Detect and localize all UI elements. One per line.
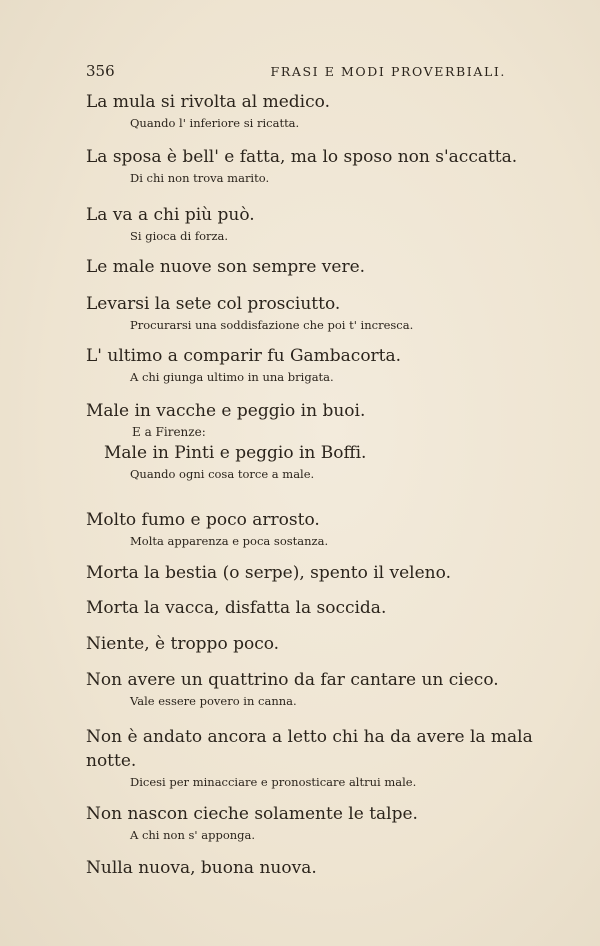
page-number: 356 bbox=[86, 62, 115, 80]
proverb-gloss: Quando l' inferiore si ricatta. bbox=[130, 116, 300, 130]
proverb-entry bbox=[86, 90, 536, 132]
proverb-entry bbox=[86, 203, 536, 245]
proverb-entry bbox=[86, 856, 536, 880]
proverb-entry bbox=[86, 561, 536, 585]
proverb-entry bbox=[86, 632, 536, 656]
proverb-note: E a Firenze: bbox=[132, 425, 206, 439]
proverb-entry bbox=[86, 596, 536, 620]
proverb-entry bbox=[86, 399, 536, 483]
proverb-text: Molto fumo e poco arrosto. bbox=[86, 510, 320, 530]
proverb-text: Levarsi la sete col prosciutto. bbox=[86, 294, 341, 314]
proverb-variant: Male in Pinti e peggio in Boffi. bbox=[104, 443, 367, 463]
proverb-text: Male in vacche e peggio in buoi. bbox=[86, 401, 366, 421]
proverb-text: Non avere un quattrino da far cantare un cieco. bbox=[86, 670, 499, 690]
proverb-entry bbox=[86, 668, 536, 710]
proverb-text: Non nascon cieche solamente le talpe. bbox=[86, 804, 418, 824]
proverb-entry bbox=[86, 255, 536, 279]
proverb-text: Le male nuove son sempre vere. bbox=[86, 257, 366, 277]
proverb-text: La sposa è bell' e fatta, ma lo sposo non s'accatta. bbox=[86, 147, 518, 167]
proverb-gloss: Molta apparenza e poca sostanza. bbox=[130, 534, 329, 548]
proverb-entry bbox=[86, 725, 536, 791]
proverb-entry bbox=[86, 344, 536, 386]
proverb-text: L' ultimo a comparir fu Gambacorta. bbox=[86, 346, 402, 366]
proverb-gloss: Di chi non trova marito. bbox=[130, 171, 270, 185]
proverb-entry bbox=[86, 508, 536, 550]
proverb-gloss: Dicesi per minacciare e pronosticare altrui male. bbox=[130, 775, 417, 789]
proverb-text: Morta la bestia (o serpe), spento il veleno. bbox=[86, 563, 451, 583]
proverb-gloss: Si gioca di forza. bbox=[130, 229, 229, 243]
proverb-entry bbox=[86, 292, 536, 334]
proverb-text: Morta la vacca, disfatta la soccida. bbox=[86, 598, 387, 618]
proverb-text: Nulla nuova, buona nuova. bbox=[86, 858, 317, 878]
proverb-gloss: Procurarsi una soddisfazione che poi t' incresca. bbox=[130, 318, 414, 332]
proverb-gloss: A chi giunga ultimo in una brigata. bbox=[130, 370, 334, 384]
proverb-gloss: A chi non s' apponga. bbox=[130, 828, 256, 842]
page-header bbox=[86, 62, 506, 84]
proverb-gloss: Quando ogni cosa torce a male. bbox=[130, 467, 315, 481]
proverb-text: La va a chi più può. bbox=[86, 205, 255, 225]
proverb-text: Niente, è troppo poco. bbox=[86, 634, 280, 654]
proverb-text: La mula si rivolta al medico. bbox=[86, 92, 330, 112]
proverb-entry bbox=[86, 145, 536, 187]
proverb-entry bbox=[86, 802, 536, 844]
proverb-text: Non è andato ancora a letto chi ha da avere la mala notte. bbox=[86, 727, 533, 771]
running-head: FRASI E MODI PROVERBIALI. bbox=[270, 64, 506, 79]
proverb-gloss: Vale essere povero in canna. bbox=[130, 694, 297, 708]
